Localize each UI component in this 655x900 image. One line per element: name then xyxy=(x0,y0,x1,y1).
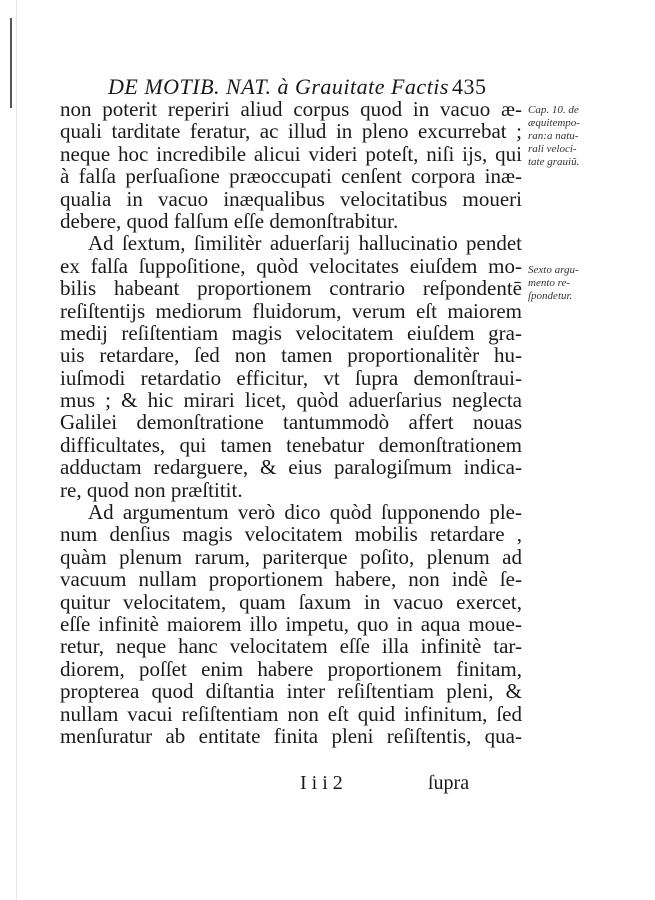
margin-note-line: Sexto argu- xyxy=(528,264,579,276)
text-line: propterea quod diſtantia inter reſiſtentiam pleni, & xyxy=(60,679,522,704)
margin-note-line: æquitempo- xyxy=(528,117,580,129)
paragraph-3 xyxy=(60,501,522,747)
text-line: difficultates, qui tamen tenebatur demonſtrationem xyxy=(60,432,522,457)
page-edge-mark xyxy=(10,18,12,108)
text-line: quitur velocitatem, quam ſaxum in vacuo exercet, xyxy=(60,589,522,614)
text-line: diorem, poſſet enim habere proportionem finitam, xyxy=(60,656,522,681)
text-line: eſſe infinitè maiorem illo impetu, quo in aqua moue- xyxy=(60,611,522,636)
paragraph-2 xyxy=(60,232,522,501)
margin-note-line: mento re- xyxy=(528,277,571,289)
text-line: qualia in vacuo inæqualibus velocitatibus moueri xyxy=(60,186,522,211)
text-line: re, quod non præſtitit. xyxy=(60,477,243,502)
text-line: ex falſa ſuppoſitione, quòd velocitates eiuſdem mo- xyxy=(60,253,522,278)
text-line: num denſius magis velocitatem mobilis retardare , xyxy=(60,522,522,547)
text-line: reſiſtentijs mediorum fluidorum, verum eſt maiorem xyxy=(60,298,522,323)
text-line: bilis habeant proportionem contrario reſpondentē xyxy=(60,276,522,301)
text-line: quali tarditate feratur, ac illud in pleno excurrebat ; xyxy=(60,119,522,144)
text-line: à falſa perſuaſione præoccupati cenſent corpora inæ- xyxy=(60,164,522,189)
text-line: non poterit reperiri aliud corpus quod in vacuo æ- xyxy=(60,97,522,121)
text-line: mus ; & hic mirari licet, quòd aduerſarius neglecta xyxy=(60,388,522,413)
margin-note-2 xyxy=(528,264,618,303)
text-line: Ad ſextum, ſimilitèr aduerſarij hallucinatio pendet xyxy=(88,231,522,256)
page-gutter-line xyxy=(16,0,17,900)
text-line: debere, quod falſum eſſe demonſtrabitur. xyxy=(60,208,399,233)
margin-note-line: rali veloci- xyxy=(528,143,577,155)
text-line: Galilei demonſtratione tantummodò affert nouas xyxy=(60,410,522,435)
page-number: 435 xyxy=(452,74,487,99)
text-line: nullam vacui reſiſtentiam non eſt quid infinitum, ſed xyxy=(60,701,522,726)
text-line: medij reſiſtentiam magis velocitatem eiuſdem gra- xyxy=(60,320,522,345)
margin-note-line: ſpondetur. xyxy=(528,290,573,302)
text-line: uis retardare, ſed non tamen proportionalitèr hu- xyxy=(60,343,522,368)
text-line: vacuum nullam proportionem habere, non indè ſe- xyxy=(60,567,522,592)
margin-note-line: Cap. 10. de xyxy=(528,104,579,116)
text-line: adductam redarguere, & eius paralogiſmum indica- xyxy=(60,455,522,480)
margin-note-line: ran:a natu- xyxy=(528,130,579,142)
running-head-title: DE MOTIB. NAT. à Grauitate Factis xyxy=(108,74,449,99)
text-line: retur, neque hanc velocitatem eſſe illa infinitè tar- xyxy=(60,634,522,659)
margin-note-1 xyxy=(528,104,618,169)
signature-mark: I i i 2 xyxy=(300,772,343,794)
text-line: menſuratur ab entitate finita pleni reſiſtentis, qua- xyxy=(60,723,522,748)
text-line: quàm plenum rarum, pariterque poſito, plenum ad xyxy=(60,544,522,569)
text-line: neque hoc incredibile alicui videri poteſt, niſi ijs, qui xyxy=(60,141,522,166)
paragraph-1 xyxy=(60,98,522,232)
body-text xyxy=(60,98,522,747)
text-line: Ad argumentum verò dico quòd ſupponendo ple- xyxy=(88,500,522,525)
margin-note-line: tate grauiũ. xyxy=(528,156,580,168)
catchword: ſupra xyxy=(428,772,470,794)
text-line: iuſmodi retardatio efficitur, vt ſupra demonſtraui- xyxy=(60,365,522,390)
